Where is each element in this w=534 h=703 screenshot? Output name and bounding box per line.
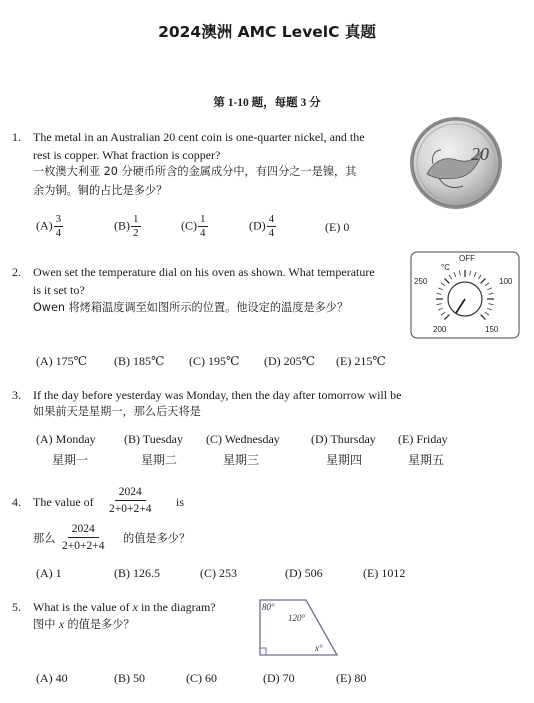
fraction [54,213,64,240]
q3-option-d-cn: 星期四 [326,453,363,467]
q5-option-e[interactable]: (E) 80 [336,671,367,685]
dial-label-200: 200 [433,325,447,334]
q1-number: 1. [12,130,21,144]
q4-cn-pre: 那么 [33,532,56,545]
q4-en-post: is [176,495,185,509]
q5-cn-line [33,616,135,634]
angle-80-label: 80° [262,602,275,612]
q3-en-line1: If the day before yesterday was Monday, then the day after tomorrow will be [33,388,402,402]
q2-option-a[interactable]: (A) 175℃ [36,354,88,368]
q5-cn-pre: 图中 [33,618,56,631]
oven-dial-diagram [410,251,520,339]
q4-number: 4. [12,495,21,509]
coin-image [409,116,503,210]
q2-option-b[interactable]: (B) 185℃ [114,354,165,368]
denominator: 4 [268,227,275,239]
numerator: 2024 [68,521,99,538]
dial-label-250: 250 [414,277,428,286]
q3-option-d[interactable]: (D) Thursday [311,432,376,446]
q3-option-c-cn: 星期三 [223,453,260,467]
q5-en-post: in the diagram? [140,600,216,614]
q3-option-e-cn: 星期五 [408,453,445,467]
numerator: 3 [55,213,62,225]
q2-cn-line1: Owen 将烤箱温度调至如图所示的位置。他设定的温度是多少？ [33,301,349,314]
q5-option-d[interactable]: (D) 70 [263,671,295,685]
q3-number: 3. [12,388,21,402]
coin-value: 20 [471,144,489,164]
numerator: 1 [133,213,139,225]
option-label: (C) [181,218,197,233]
q5-en-var: x [132,600,138,614]
q4-cn-post: 的值是多少？ [123,532,191,545]
q1-option-b[interactable] [114,213,141,240]
q5-number: 5. [12,600,21,614]
section-heading: 第 1-10 题，每题 3 分 [213,97,321,109]
q3-cn-line1: 如果前天是星期一，那么后天将是 [33,405,201,418]
q3-option-e[interactable]: (E) Friday [398,432,448,446]
q3-option-a-cn: 星期一 [52,453,89,467]
q1-option-a[interactable] [36,213,63,240]
dial-label-150: 150 [485,325,499,334]
q2-number: 2. [12,265,21,279]
q5-cn-post: 的值是多少？ [67,618,135,631]
q5-option-c[interactable]: (C) 60 [186,671,217,685]
q4-option-a[interactable]: (A) 1 [36,566,62,580]
q3-option-b-cn: 星期二 [141,453,178,467]
denominator: 4 [200,227,206,239]
option-label: (B) [114,218,130,233]
numerator: 1 [200,213,206,225]
fraction [198,213,208,240]
q4-option-d[interactable]: (D) 506 [285,566,323,580]
page-title: 2024澳洲 AMC LevelC 真题 [158,23,376,41]
angle-x-label: x° [315,643,323,653]
option-label: (D) [249,218,266,233]
q4-option-e[interactable]: (E) 1012 [363,566,406,580]
numerator: 2024 [115,484,146,501]
q1-cn-line2: 余为铜。铜的占比是多少？ [33,184,168,197]
q4-option-c[interactable]: (C) 253 [200,566,237,580]
denominator: 2 [133,227,139,239]
q1-cn-line1: 一枚澳大利亚 20 分硬币所含的金属成分中，有四分之一是镍，其 [33,165,357,178]
quadrilateral-diagram [255,594,343,660]
q5-cn-var: x [58,619,64,631]
q4-fraction [105,484,155,517]
q4-cn-fraction [58,521,108,554]
q3-option-a[interactable]: (A) Monday [36,432,96,446]
q4-option-b[interactable]: (B) 126.5 [114,566,160,580]
fraction [131,213,141,240]
denominator: 4 [55,227,62,239]
q2-option-d[interactable]: (D) 205℃ [264,354,316,368]
q5-option-b[interactable]: (B) 50 [114,671,145,685]
q2-option-c[interactable]: (C) 195℃ [189,354,240,368]
q4-en-pre: The value of [33,495,94,509]
q1-en-line2: rest is copper. What fraction is copper? [33,148,221,162]
dial-label-unit: °C [441,263,450,272]
q1-option-e[interactable]: (E) 0 [325,220,350,234]
dial-label-100: 100 [499,277,513,286]
angle-120-label: 120° [288,613,306,623]
q5-en-pre: What is the value of [33,600,130,614]
q1-option-d[interactable] [249,213,276,240]
q1-en-line1: The metal in an Australian 20 cent coin is one-quarter nickel, and the [33,130,365,144]
denominator: 2+0+2+4 [109,503,152,515]
q5-en-line [33,598,216,616]
fraction [267,213,277,240]
q1-option-c[interactable] [181,213,208,240]
dial-label-off: OFF [459,254,475,263]
numerator: 4 [268,213,275,225]
q2-option-e[interactable]: (E) 215℃ [336,354,386,368]
q5-option-a[interactable]: (A) 40 [36,671,68,685]
denominator: 2+0+2+4 [62,540,105,552]
option-label: (A) [36,218,53,233]
q3-option-c[interactable]: (C) Wednesday [206,432,280,446]
q3-option-b[interactable]: (B) Tuesday [124,432,184,446]
q2-en-line1: Owen set the temperature dial on his oven as shown. What temperature [33,265,375,279]
q2-en-line2: is it set to? [33,283,85,297]
